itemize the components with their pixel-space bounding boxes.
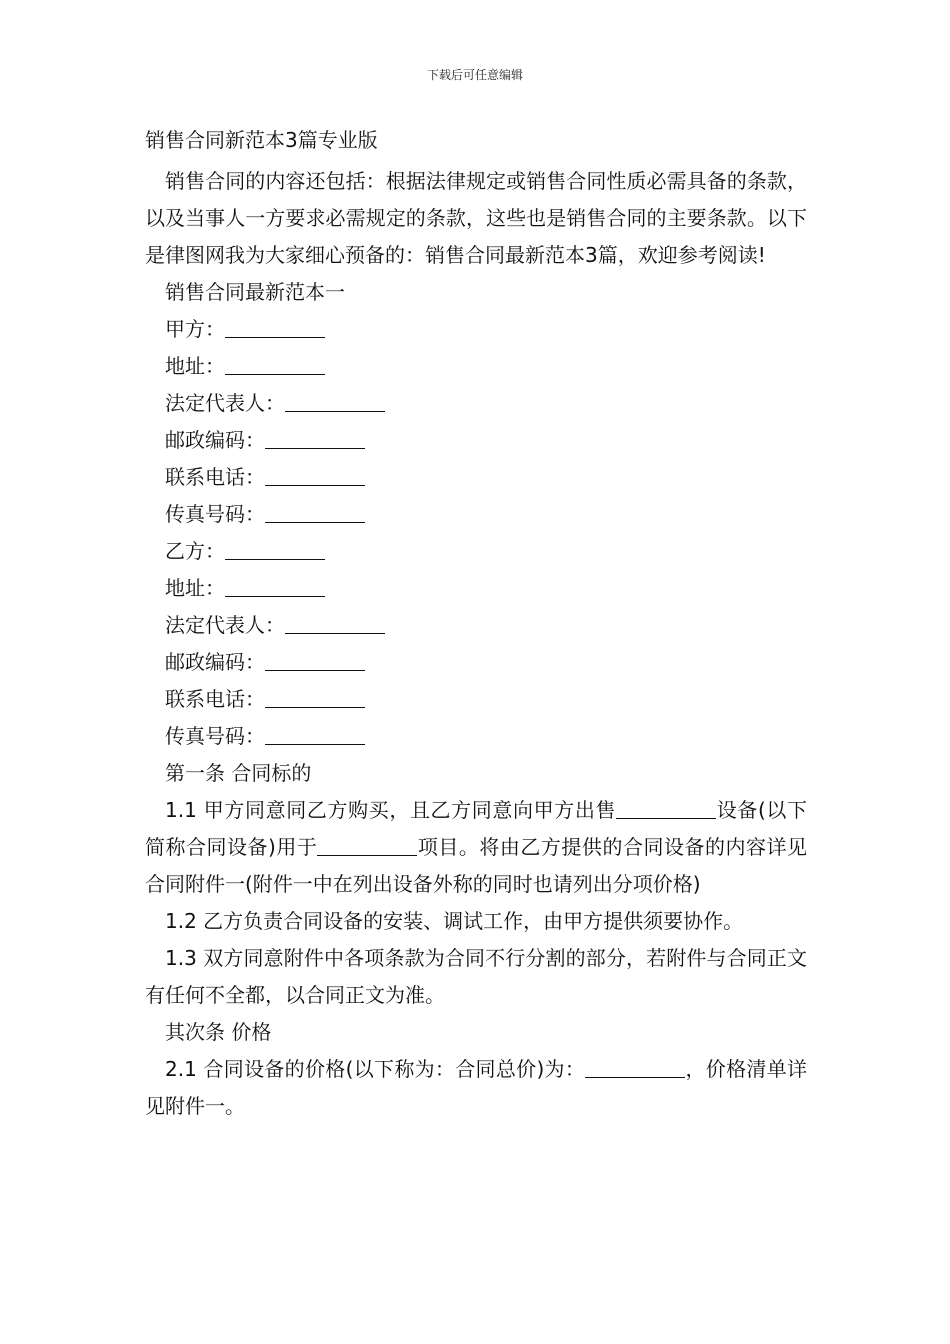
fill-blank [225, 315, 325, 338]
field-label: 地址： [165, 354, 225, 378]
clause-text: 项目。将由乙方提供的合同设备的内容详见合同附件一(附件一中在列出设备外称的同时也请列出分项价格) [145, 835, 808, 896]
party-a-postcode-field [145, 422, 807, 459]
clause-2-1 [145, 1051, 807, 1125]
field-label: 法定代表人： [165, 613, 285, 637]
field-label: 邮政编码： [165, 428, 265, 452]
clause-1-3: 1.3 双方同意附件中各项条款为合同不行分割的部分，若附件与合同正文有任何不全都，以合同正文为准。 [145, 946, 807, 1007]
field-label: 地址： [165, 576, 225, 600]
fill-blank [225, 537, 325, 560]
fill-blank [317, 833, 417, 856]
field-label: 联系电话： [165, 465, 265, 489]
clause-text: 2.1 合同设备的价格(以下称为：合同总价)为： [165, 1057, 586, 1081]
fill-blank [285, 389, 385, 412]
field-label: 甲方： [165, 317, 225, 341]
field-label: 传真号码： [165, 724, 265, 748]
party-b-rep-field [145, 607, 807, 644]
document-body [145, 122, 807, 1125]
article-1-heading: 第一条 合同标的 [165, 761, 312, 785]
fill-blank [585, 1055, 685, 1078]
fill-blank [265, 426, 365, 449]
party-a-address-field [145, 348, 807, 385]
fill-blank [225, 574, 325, 597]
fill-blank [265, 685, 365, 708]
section-title: 销售合同最新范本一 [165, 280, 345, 304]
party-a-phone-field [145, 459, 807, 496]
fill-blank [616, 796, 716, 819]
field-label: 邮政编码： [165, 650, 265, 674]
party-b-address-field [145, 570, 807, 607]
party-b-name-field [145, 533, 807, 570]
party-a-rep-field [145, 385, 807, 422]
clause-1-1 [145, 792, 807, 903]
article-2-heading: 其次条 价格 [165, 1020, 272, 1044]
party-b-fax-field [145, 718, 807, 755]
clause-text: ，价格清单详见附件一。 [145, 1057, 807, 1118]
clause-1-2: 1.2 乙方负责合同设备的安装、调试工作，由甲方提供须要协作。 [165, 909, 744, 933]
clause-text: 1.1 甲方同意同乙方购买，且乙方同意向甲方出售 [165, 798, 617, 822]
party-a-fax-field [145, 496, 807, 533]
fill-blank [285, 611, 385, 634]
party-a-name-field [145, 311, 807, 348]
field-label: 乙方： [165, 539, 225, 563]
party-b-postcode-field [145, 644, 807, 681]
field-label: 传真号码： [165, 502, 265, 526]
fill-blank [265, 722, 365, 745]
field-label: 法定代表人： [165, 391, 285, 415]
field-label: 联系电话： [165, 687, 265, 711]
document-title: 销售合同新范本3篇专业版 [145, 128, 378, 152]
fill-blank [265, 500, 365, 523]
clause-text: 设备(以下简称合同设备)用于 [145, 798, 807, 859]
fill-blank [225, 352, 325, 375]
party-b-phone-field [145, 681, 807, 718]
fill-blank [265, 463, 365, 486]
header-note: 下载后可任意编辑 [426, 68, 523, 82]
intro-paragraph: 销售合同的内容还包括：根据法律规定或销售合同性质必需具备的条款，以及当事人一方要求必需规定的条款，这些也是销售合同的主要条款。以下是律图网我为大家细心预备的：销售合同最新范本3篇，欢迎参考阅读! [145, 169, 807, 267]
fill-blank [265, 648, 365, 671]
